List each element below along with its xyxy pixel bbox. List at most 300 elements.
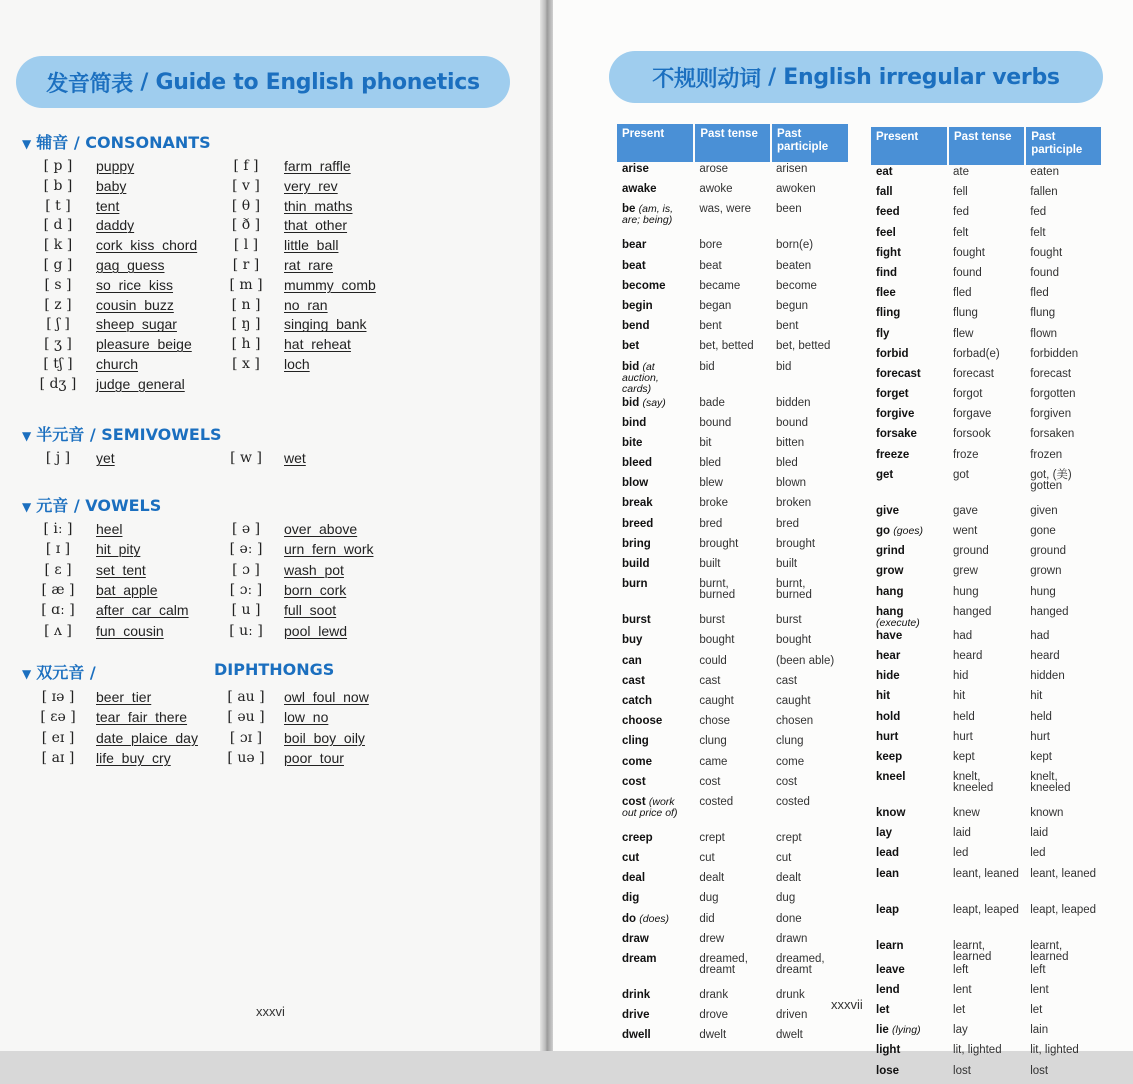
triangle-icon: ▼ [22, 500, 32, 514]
verb-participle: got, (美) gotten [1030, 468, 1072, 492]
consonants-zh: 辅音 [36, 133, 69, 152]
verb-participle: cost [776, 775, 798, 788]
verb-past: came [699, 755, 728, 768]
verb-base: fight [876, 246, 901, 259]
example-words: tent [96, 197, 120, 214]
verb-present [871, 983, 948, 1003]
verb-present [617, 496, 694, 516]
verb-past: brought [699, 537, 739, 550]
verb-participle: held [1030, 710, 1052, 723]
verb-base: lead [876, 847, 900, 860]
col-header-past: Past tense [694, 124, 771, 162]
verb-row [871, 710, 1102, 730]
verb-participle: dug [776, 892, 796, 905]
verb-row [617, 476, 849, 496]
verb-base: keep [876, 750, 903, 763]
verb-past: fought [953, 246, 985, 259]
verb-past: cost [699, 775, 721, 788]
verb-participle: found [1030, 266, 1059, 279]
verb-row [617, 182, 849, 202]
verb-present [617, 654, 694, 674]
verb-row [617, 299, 849, 319]
example-words: pool lewd [284, 622, 348, 639]
verb-base: bid [622, 396, 640, 409]
consonants-en: CONSONANTS [85, 133, 211, 152]
example-words: after car calm [96, 602, 189, 619]
phonetic-symbol: [ ð ] [231, 217, 261, 234]
verb-row [871, 903, 1102, 939]
phonetic-symbol: [ ɛə ] [40, 709, 76, 726]
verb-row [617, 279, 849, 299]
verb-past: fled [953, 287, 972, 300]
verb-present [617, 755, 694, 775]
verb-past: dealt [699, 872, 725, 885]
verb-past: burst [699, 614, 725, 627]
verb-row [617, 396, 849, 416]
verb-participle: flown [1030, 327, 1058, 340]
phonetic-symbol: [ x ] [232, 356, 260, 372]
verb-base: blow [622, 477, 649, 490]
verb-past: leant, leaned [953, 867, 1019, 880]
verb-participle: fled [1030, 287, 1049, 300]
verb-past: lay [953, 1024, 968, 1037]
verb-participle: led [1030, 847, 1046, 860]
verb-row [871, 524, 1102, 544]
verb-base: arise [622, 163, 649, 175]
verb-past: hanged [953, 605, 992, 618]
verb-participle: given [1030, 504, 1058, 517]
verb-row [871, 544, 1102, 564]
verb-participle: bid [776, 360, 792, 373]
verb-row [871, 585, 1102, 605]
verb-participle: drawn [776, 932, 808, 945]
phonetic-symbol: [ m ] [229, 276, 263, 293]
verb-base: light [876, 1044, 901, 1057]
verb-present [617, 851, 694, 871]
triangle-icon: ▼ [22, 429, 32, 443]
verb-base: have [876, 629, 903, 642]
verb-row [617, 912, 849, 932]
verb-participle: chosen [776, 715, 814, 728]
verb-present [617, 674, 694, 694]
verb-past: forecast [953, 367, 994, 380]
verb-participle: flung [1030, 307, 1056, 320]
example-words: low no [284, 709, 329, 726]
verb-note: (work out price of) [622, 795, 678, 819]
verb-participle: kept [1030, 750, 1052, 763]
verb-base: begin [622, 299, 653, 312]
verb-present [871, 327, 948, 347]
col-header-present: Present [617, 124, 694, 162]
verb-present [617, 182, 694, 202]
verb-participle: eaten [1030, 166, 1059, 178]
verb-present [871, 1003, 948, 1023]
verb-base: find [876, 266, 898, 279]
verb-participle: lit, lighted [1030, 1044, 1079, 1057]
semivowels-en: SEMIVOWELS [101, 425, 222, 444]
verb-present [871, 306, 948, 326]
verb-base: bite [622, 436, 643, 449]
verb-base: learn [876, 939, 904, 952]
verb-present [617, 1028, 694, 1048]
verb-past: let [953, 1004, 966, 1016]
verb-base: feel [876, 226, 896, 239]
verb-row [617, 238, 849, 258]
example-words: rat rare [284, 257, 334, 273]
example-words: baby [96, 177, 127, 194]
phonetic-symbol: [ v ] [232, 177, 260, 194]
verb-row [617, 456, 849, 476]
verb-base: catch [622, 694, 653, 707]
verb-participle: costed [776, 795, 810, 808]
verb-participle: become [776, 279, 817, 292]
verb-present [617, 577, 694, 613]
verb-past: learnt, learned [953, 939, 992, 963]
verb-participle: built [776, 558, 798, 570]
verb-participle: bought [776, 634, 812, 647]
verb-base: forbid [876, 347, 909, 360]
verb-past: led [953, 847, 969, 860]
verb-past: beat [699, 259, 722, 272]
phonetic-symbol: [ d ] [43, 217, 73, 234]
verb-present [871, 605, 948, 629]
verb-base: fall [876, 186, 893, 199]
verb-participle: lost [1030, 1064, 1049, 1077]
verb-participle: crept [776, 831, 802, 844]
phonetic-symbol: [ ʌ ] [44, 622, 72, 639]
verb-participle: hung [1030, 585, 1056, 598]
phonetic-symbol: [ ɔɪ ] [229, 729, 263, 746]
verb-present [871, 185, 948, 205]
verb-past: did [699, 912, 715, 925]
verb-base: let [876, 1004, 890, 1016]
verb-row [871, 564, 1102, 584]
phonetic-symbol: [ ɔː ] [229, 581, 263, 598]
example-words: hat reheat [284, 336, 351, 353]
verb-base: lean [876, 867, 900, 880]
example-words: that other [284, 217, 348, 234]
verb-row [871, 1043, 1102, 1063]
verb-past: bound [699, 416, 732, 429]
phonetic-symbol: [ p ] [43, 158, 73, 174]
verb-base: hear [876, 649, 901, 662]
verb-row [617, 1008, 849, 1028]
verb-past: drank [699, 989, 729, 1001]
verb-row [871, 689, 1102, 709]
verb-present [617, 613, 694, 633]
verb-row [871, 504, 1102, 524]
book-gutter [540, 0, 553, 1051]
verb-participle: grown [1030, 565, 1062, 578]
phonetic-symbol: [ h ] [231, 336, 261, 353]
verb-past: broke [699, 497, 729, 510]
verb-row [617, 517, 849, 537]
example-words: set tent [96, 561, 146, 578]
example-words: very rev [284, 177, 338, 194]
verb-base: hit [876, 690, 891, 703]
vowels-heading: ▼ 元音 / VOWELS [22, 496, 162, 515]
verb-past: dug [699, 892, 719, 905]
verb-past: lent [953, 983, 972, 996]
verb-present [871, 689, 948, 709]
phonetics-banner [16, 56, 510, 108]
verb-base: bear [622, 239, 647, 252]
example-words: daddy [96, 217, 135, 234]
verb-present [871, 846, 948, 866]
verb-base: drive [622, 1009, 650, 1022]
verb-row [617, 259, 849, 279]
verb-present [871, 205, 948, 225]
verb-base: come [622, 755, 653, 768]
example-words: born cork [284, 581, 347, 598]
verb-note: (at auction, cards) [622, 360, 659, 395]
verb-base: bend [622, 320, 650, 333]
verb-participle: driven [776, 1009, 808, 1022]
verb-row [871, 205, 1102, 225]
left-page [0, 0, 540, 1051]
verb-present [617, 319, 694, 339]
verb-base: bid [622, 360, 640, 373]
verb-base: lie [876, 1024, 889, 1037]
verb-past: lit, lighted [953, 1044, 1002, 1057]
verb-past: held [953, 710, 975, 723]
verb-base: burst [622, 614, 651, 627]
verb-present [871, 347, 948, 367]
verb-participle: bound [776, 416, 809, 429]
verb-past: arose [699, 163, 729, 175]
phonetic-symbol: [ tʃ ] [43, 356, 73, 372]
example-words: hit pity [96, 541, 141, 558]
verb-past: bent [699, 320, 722, 333]
verb-participle: burnt, burned [776, 578, 812, 602]
verb-participle: dealt [776, 872, 801, 885]
triangle-icon: ▼ [22, 137, 32, 151]
verb-base: can [622, 654, 642, 667]
verb-note: (execute) [876, 616, 920, 629]
verb-row [871, 427, 1102, 447]
verb-participle: born(e) [776, 239, 814, 252]
verb-present [871, 649, 948, 669]
phonetic-symbol: [ ɛ ] [44, 561, 72, 578]
verb-base: forsake [876, 428, 917, 441]
example-words: so rice kiss [96, 276, 174, 293]
verb-past: bit [699, 436, 712, 449]
verb-past: dwelt [699, 1029, 727, 1042]
verb-base: draw [622, 932, 649, 945]
verb-base: bind [622, 416, 647, 429]
verb-present [617, 557, 694, 577]
verb-participle: beaten [776, 259, 812, 272]
verb-past: hung [953, 585, 979, 598]
verb-base: bleed [622, 457, 653, 470]
verb-base: forgive [876, 408, 915, 421]
verb-present [871, 730, 948, 750]
phonetic-symbol: [ əu ] [227, 709, 265, 726]
verb-present [871, 407, 948, 427]
verb-base: kneel [876, 771, 906, 784]
phonetic-symbol: [ r ] [232, 257, 260, 273]
verb-base: become [622, 279, 666, 292]
verb-past: knelt, kneeled [953, 771, 994, 795]
verb-row [871, 806, 1102, 826]
verb-base: grind [876, 545, 905, 558]
verb-row [871, 983, 1102, 1003]
phonetic-symbol: [ t ] [45, 197, 71, 214]
verb-past: bore [699, 239, 723, 252]
verb-participle: bidden [776, 396, 811, 409]
verb-past: ate [953, 166, 970, 178]
right-page [553, 0, 1133, 1077]
verb-row [617, 496, 849, 516]
verb-past: forsook [953, 428, 991, 441]
verb-participle: let [1030, 1004, 1043, 1016]
verb-row [871, 649, 1102, 669]
verb-past: burnt, burned [699, 578, 736, 602]
verb-participle: forbidden [1030, 347, 1079, 360]
verb-present [617, 988, 694, 1008]
verb-participle: brought [776, 537, 816, 550]
verb-participle: dwelt [776, 1029, 803, 1042]
example-words: cork kiss chord [96, 237, 198, 254]
semivowels-heading: ▼ 半元音 / SEMIVOWELS [22, 425, 222, 444]
verb-past: blew [699, 477, 723, 490]
phonetic-symbol: [ n ] [231, 296, 261, 313]
verb-past: cut [699, 852, 715, 865]
verb-past: knew [953, 807, 980, 820]
verb-row [617, 932, 849, 952]
example-words: sheep sugar [96, 316, 177, 333]
verb-present [871, 806, 948, 826]
phonetic-symbol: [ θ ] [231, 197, 261, 214]
example-words: farm raffle [284, 158, 351, 174]
verb-row [617, 436, 849, 456]
verb-past: drove [699, 1009, 729, 1022]
example-words: tear fair there [96, 709, 188, 726]
verb-present [871, 427, 948, 447]
verb-past: built [699, 558, 721, 570]
example-words: over above [284, 521, 358, 537]
verb-past: bred [699, 517, 723, 530]
verb-row [871, 730, 1102, 750]
verb-participle: bred [776, 517, 800, 530]
verb-past: forbad(e) [953, 347, 1000, 360]
verb-present [871, 387, 948, 407]
verb-base: feed [876, 206, 900, 219]
verb-base: lose [876, 1064, 900, 1077]
verb-base: dig [622, 892, 640, 905]
example-words: wash pot [284, 561, 344, 578]
verb-row [617, 851, 849, 871]
verbs-table-2 [871, 127, 1103, 1084]
verb-present [617, 932, 694, 952]
verb-row [871, 750, 1102, 770]
verbs-table-1 [617, 124, 850, 1049]
verb-participle: had [1030, 629, 1050, 642]
verb-present [871, 867, 948, 903]
phonetic-symbol: [ j ] [45, 450, 71, 466]
verb-participle: been [776, 203, 802, 216]
verb-participle: bitten [776, 436, 805, 449]
verb-participle: dreamed, dreamt [776, 953, 825, 976]
verb-row [871, 1064, 1102, 1084]
verb-row [617, 755, 849, 775]
example-words: date plaice day [96, 729, 198, 746]
phonetic-symbol: [ f ] [233, 158, 259, 174]
verb-present [617, 259, 694, 279]
verb-past: crept [699, 831, 725, 844]
verb-participle: forecast [1030, 367, 1072, 380]
verb-present [617, 831, 694, 851]
phonetic-symbol: [ w ] [230, 450, 262, 466]
verb-base: hang [876, 605, 904, 618]
verb-present [617, 202, 694, 238]
example-words: singing bank [284, 316, 367, 333]
phonetic-symbol: [ uː ] [229, 622, 263, 639]
verb-base: break [622, 497, 653, 510]
verb-row [617, 654, 849, 674]
verb-past: gave [953, 504, 978, 517]
verb-row [871, 226, 1102, 246]
phonetic-symbol: [ eɪ ] [41, 729, 75, 746]
verb-participle: caught [776, 694, 811, 707]
verb-present [617, 456, 694, 476]
verb-present [871, 246, 948, 266]
phonetic-symbol: [ əː ] [229, 541, 263, 558]
example-words: cousin buzz [96, 296, 174, 313]
phonetic-symbol: [ uə ] [227, 749, 265, 766]
verb-base: breed [622, 517, 654, 530]
verb-past: grew [953, 565, 978, 578]
verb-participle: hit [1030, 690, 1043, 703]
verb-past: leapt, leaped [953, 903, 1019, 916]
verb-base: buy [622, 634, 643, 647]
verb-present [871, 770, 948, 806]
verb-present [617, 912, 694, 932]
verb-present [871, 963, 948, 983]
verb-present [871, 165, 948, 185]
verb-present [617, 517, 694, 537]
verb-present [617, 537, 694, 557]
verb-base: hold [876, 710, 901, 723]
verb-note: (am, is, are; being) [622, 203, 674, 227]
phonetic-symbol: [ u ] [231, 602, 261, 619]
verb-present [617, 436, 694, 456]
verb-participle: knelt, kneeled [1030, 771, 1071, 795]
verb-past: bid [699, 360, 715, 373]
verb-base: dwell [622, 1029, 651, 1042]
verb-row [617, 988, 849, 1008]
verb-row [871, 306, 1102, 326]
verb-participle: forgiven [1030, 408, 1072, 421]
phonetic-symbol: [ aɪ ] [41, 749, 75, 766]
verb-participle: fed [1030, 206, 1047, 219]
verb-present [617, 891, 694, 911]
example-words: yet [96, 450, 115, 466]
verb-participle: laid [1030, 827, 1049, 840]
verb-present [871, 903, 948, 939]
verb-participle: hidden [1030, 670, 1065, 683]
verb-past: found [953, 266, 982, 279]
example-words: full soot [284, 602, 337, 619]
verb-past: left [953, 963, 969, 976]
verb-present [617, 952, 694, 988]
verb-base: awake [622, 183, 657, 196]
verb-participle: leant, leaned [1030, 867, 1097, 880]
verb-row [617, 557, 849, 577]
page-number-left: xxxvi [256, 1004, 285, 1019]
phonetic-symbol: [ k ] [43, 237, 73, 254]
verb-present [871, 468, 948, 504]
